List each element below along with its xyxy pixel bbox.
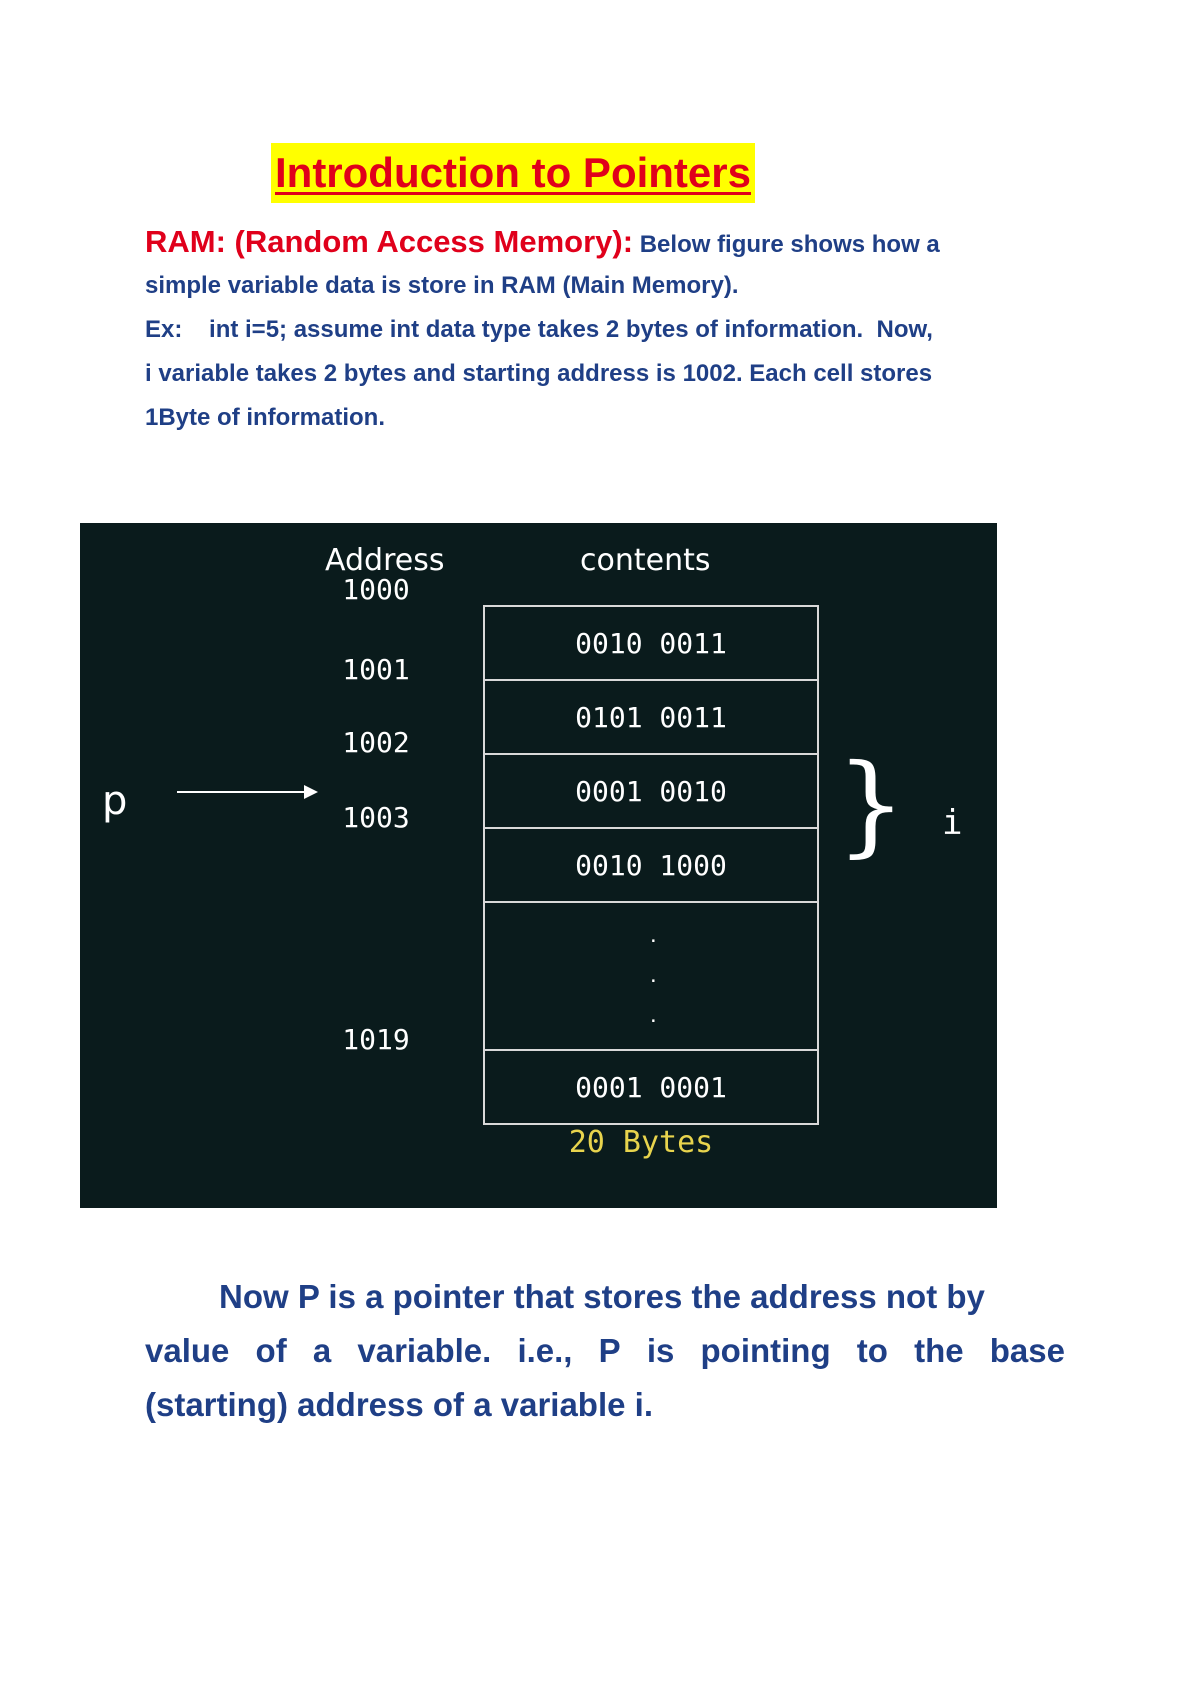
contents-header: contents xyxy=(580,543,711,578)
brace-icon: } xyxy=(836,740,906,868)
memory-diagram xyxy=(80,523,997,1208)
memory-cell-1019: 0001 0001 xyxy=(483,1049,819,1125)
word: of xyxy=(255,1332,287,1369)
word: pointing xyxy=(700,1332,831,1369)
conclusion-line-1 xyxy=(145,1270,1065,1324)
address-1002: 1002 xyxy=(342,726,410,759)
intro-line-4: i variable takes 2 bytes and starting address is 1002. Each cell stores xyxy=(145,360,933,387)
variable-label: i xyxy=(942,803,963,843)
word: value xyxy=(145,1332,230,1369)
intro-line-3: Ex: int i=5; assume int data type takes 2 bytes of information. Now, xyxy=(145,316,933,343)
page-title: Introduction to Pointers xyxy=(271,143,755,203)
address-1019: 1019 xyxy=(342,1023,410,1056)
word: variable. xyxy=(357,1332,492,1369)
word: i.e., xyxy=(517,1332,573,1369)
memory-cell-1003: 0010 1000 xyxy=(483,827,819,903)
pointer-label: p xyxy=(102,778,128,824)
word: base xyxy=(989,1332,1065,1369)
total-bytes: 20 Bytes xyxy=(568,1125,714,1160)
word: the xyxy=(914,1332,964,1369)
conclusion-line-3: (starting) address of a variable i. xyxy=(145,1386,653,1423)
intro-line-1-text: Below figure shows how a xyxy=(639,231,940,258)
conclusion-line-2 xyxy=(145,1324,1065,1378)
intro-line-5: 1Byte of information. xyxy=(145,404,386,431)
address-1001: 1001 xyxy=(342,653,410,686)
word: is xyxy=(646,1332,675,1369)
address-header: Address xyxy=(325,543,445,578)
ellipsis-dot: . xyxy=(650,1001,657,1028)
memory-cell-1002: 0001 0010 xyxy=(483,753,819,829)
word: a xyxy=(312,1332,332,1369)
conclusion-line-1-text: Now P is a pointer that stores the address not by xyxy=(219,1278,985,1315)
address-1003: 1003 xyxy=(342,801,410,834)
address-1000: 1000 xyxy=(342,573,410,606)
ellipsis-dot: . xyxy=(650,961,657,988)
intro-line-2: simple variable data is store in RAM (Main Memory). xyxy=(145,272,739,299)
ram-label: RAM: (Random Access Memory): xyxy=(145,224,634,259)
memory-cell-1000: 0010 0011 xyxy=(483,605,819,681)
pointer-arrow xyxy=(177,791,305,793)
word: to xyxy=(856,1332,888,1369)
ellipsis-dot: . xyxy=(650,921,657,948)
arrow-head-icon xyxy=(304,785,318,799)
word: P xyxy=(598,1332,621,1369)
memory-cell-1001: 0101 0011 xyxy=(483,679,819,755)
intro-line-1 xyxy=(145,220,1065,266)
